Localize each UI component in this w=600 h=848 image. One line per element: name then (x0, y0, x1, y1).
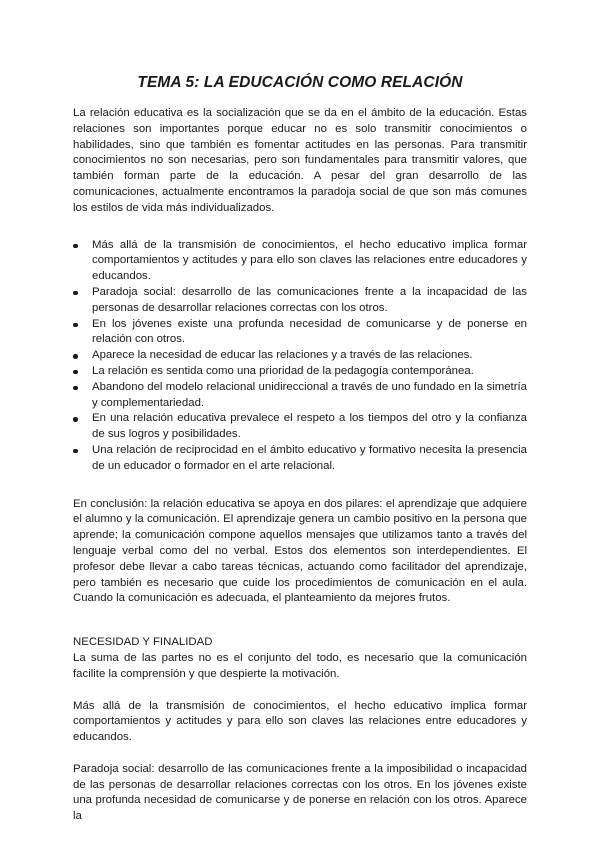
bullet-icon (73, 370, 78, 375)
list-item (73, 285, 527, 317)
intro-paragraph: La relación educativa es la socialización que se da en el ámbito de la educación. Estas relaciones son importantes porque educar no es solo transmitir conocimientos o habilidades, sino que también es fomentar actitudes en las personas. Para transmitir conocimientos no son necesarias, pero son fundamentales para transmitir valores, que también forman parte de la educación. A pesar del gran desarrollo de las comunicaciones, actualmente encontramos la paradoja social de que son más comunes los estilos de vida más individualizados. (73, 107, 527, 214)
document-body (73, 106, 527, 841)
list-item (73, 348, 527, 364)
bullet-list (73, 238, 527, 475)
section-paragraph: Más allá de la transmisión de conocimientos, el hecho educativo implica formar comportamientos y actitudes y para ello son claves las relaciones entre educadores y educandos. (73, 699, 527, 744)
list-item (73, 443, 527, 475)
section-paragraph: Paradoja social: desarrollo de las comunicaciones frente a la imposibilidad o incapacidad de las personas de desarrollar relaciones correctas con los otros. En los jóvenes existe una profunda necesidad de comunicarse y de ponerse en relación con los otros. Aparece la (73, 762, 527, 823)
section-paragraph: La suma de las partes no es el conjunto del todo, es necesario que la comunicación facilite la comprensión y que despierte la motivación. (73, 651, 527, 680)
bullet-icon (73, 291, 78, 296)
list-item (73, 364, 527, 380)
list-item-text: Paradoja social: desarrollo de las comunicaciones frente a la incapacidad de las personas de desarrollar relaciones correctas con los otros. (92, 285, 527, 314)
list-item (73, 380, 527, 412)
bullet-icon (73, 244, 78, 249)
document-title: TEMA 5: LA EDUCACIÓN COMO RELACIÓN (137, 74, 463, 91)
bullet-icon (73, 386, 78, 391)
bullet-icon (73, 449, 78, 454)
list-item-text: Abandono del modelo relacional unidireccional a través de uno fundado en la simetría y complementariedad. (92, 380, 527, 409)
list-item (73, 317, 527, 349)
bullet-icon (73, 354, 78, 359)
list-item-text: Una relación de reciprocidad en el ámbito educativo y formativo necesita la presencia de un educador o formador en el arte relacional. (92, 443, 527, 472)
conclusion-paragraph: En conclusión: la relación educativa se apoya en dos pilares: el aprendizaje que adquiere el alumno y la comunicación. El aprendizaje genera un cambio positivo en la persona que aprende; la comunicación compone aquellos mensajes que utilizamos tanto a través del lenguaje verbal como del no verbal. Estos dos elementos son interdependientes. El profesor debe llevar a cabo tareas técnicas, actuando como facilitador del aprendizaje, pero también es necesario que cuide los procedimientos de comunicación en el aula. Cuando la comunicación es adecuada, el planteamiento da mejores frutos. (73, 497, 527, 605)
list-item-text: Más allá de la transmisión de conocimientos, el hecho educativo implica formar comportamientos y actitudes y para ello son claves las relaciones entre educadores y educandos. (92, 238, 527, 283)
list-item-text: En una relación educativa prevalece el respeto a los tiempos del otro y la confianza de sus logros y posibilidades. (92, 412, 527, 441)
list-item-text: La relación es sentida como una prioridad de la pedagogía contemporánea. (92, 364, 474, 377)
section-heading: NECESIDAD Y FINALIDAD (73, 636, 213, 649)
list-item (73, 411, 527, 443)
list-item-text: Aparece la necesidad de educar las relaciones y a través de las relaciones. (92, 349, 473, 362)
bullet-icon (73, 417, 78, 422)
list-item-text: En los jóvenes existe una profunda necesidad de comunicarse y de ponerse en relación con otros. (92, 317, 527, 346)
bullet-icon (73, 323, 78, 328)
list-item (73, 238, 527, 285)
